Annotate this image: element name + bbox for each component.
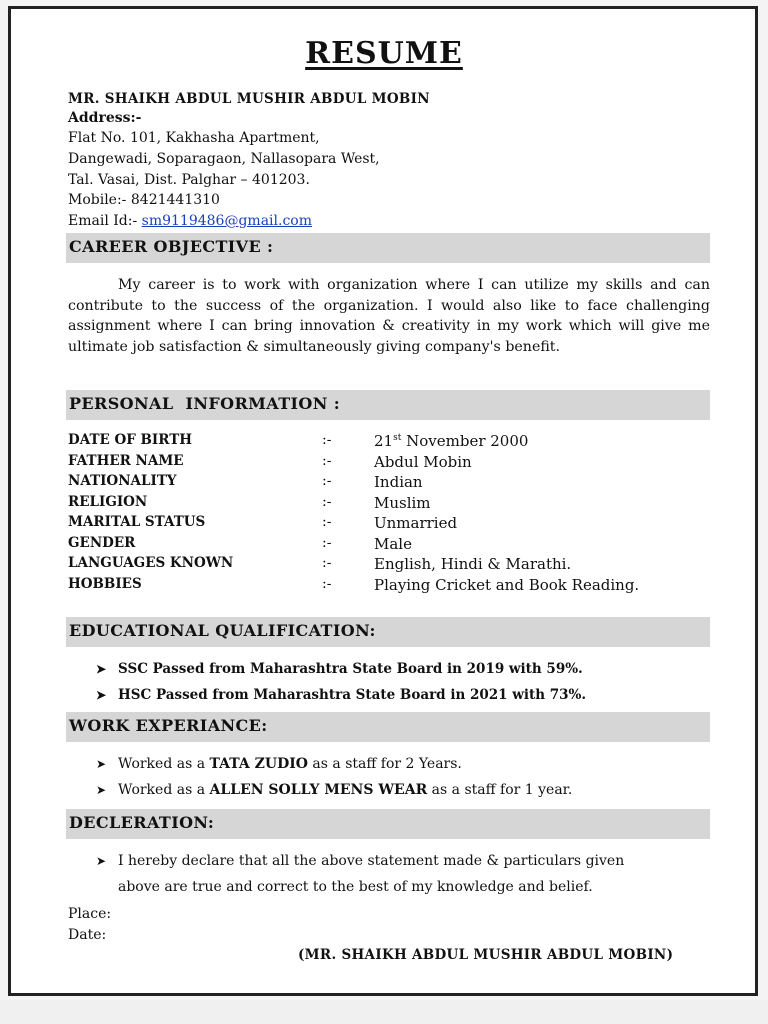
address-line-1: Flat No. 101, Kakhasha Apartment, — [68, 130, 320, 146]
personal-information-header — [66, 390, 710, 420]
info-label: FATHER NAME — [68, 453, 184, 469]
arrow-bullet-icon: ➤ — [96, 757, 107, 771]
info-separator: :- — [322, 535, 332, 551]
address-label: Address:- — [68, 110, 142, 126]
arrow-bullet-icon: ➤ — [96, 783, 107, 797]
email-label: Email Id:- — [68, 213, 138, 229]
personal-information-heading: PERSONAL INFORMATION : — [69, 394, 341, 413]
date-label: Date: — [68, 927, 107, 943]
declaration-line-1: ➤ I hereby declare that all the above statement made & particulars given — [96, 853, 625, 869]
arrow-bullet-icon: ➤ — [96, 688, 107, 702]
education-item: ➤ HSC Passed from Maharashtra State Board in 2021 with 73%. — [96, 687, 587, 703]
info-separator: :- — [322, 555, 332, 571]
career-objective-heading: CAREER OBJECTIVE : — [69, 237, 274, 256]
education-header — [66, 617, 710, 647]
candidate-name: MR. SHAIKH ABDUL MUSHIR ABDUL MOBIN — [68, 91, 430, 107]
email-link[interactable]: sm9119486@gmail.com — [141, 213, 312, 229]
career-objective-text: My career is to work with organization where I can utilize my skills and can contribute to the success of the organization. I would also like to face challenging assignment where I can bring innovation & creativity in my work which will give me ultimate job satisfaction & simultaneously giving company's benefit. — [68, 277, 710, 355]
mobile-number: 8421441310 — [130, 192, 220, 208]
place-label: Place: — [68, 906, 112, 922]
info-value: Abdul Mobin — [374, 453, 472, 471]
info-separator: :- — [322, 494, 332, 510]
mobile-line — [68, 192, 220, 208]
info-label: RELIGION — [68, 494, 148, 510]
email-line — [68, 213, 312, 229]
page-bottom-margin — [0, 1000, 768, 1024]
info-separator: :- — [322, 514, 332, 530]
work-experience-header — [66, 712, 710, 742]
info-label: NATIONALITY — [68, 473, 177, 489]
address-line-3: Tal. Vasai, Dist. Palghar – 401203. — [68, 172, 310, 188]
info-separator: :- — [322, 453, 332, 469]
info-separator: :- — [322, 432, 332, 448]
info-label: DATE OF BIRTH — [68, 432, 193, 448]
declaration-line-2: above are true and correct to the best of my knowledge and belief. — [118, 879, 593, 895]
info-value: 21st November 2000 — [374, 432, 529, 450]
work-item: ➤ Worked as a ALLEN SOLLY MENS WEAR as a staff for 1 year. — [96, 782, 573, 798]
info-value: Muslim — [374, 494, 431, 512]
info-value: Male — [374, 535, 412, 553]
info-value: Unmarried — [374, 514, 458, 532]
signature-name: (MR. SHAIKH ABDUL MUSHIR ABDUL MOBIN) — [298, 947, 674, 963]
career-objective-header — [66, 233, 710, 263]
declaration-heading: DECLERATION: — [69, 813, 215, 832]
mobile-label: Mobile:- — [68, 192, 127, 208]
info-label: GENDER — [68, 535, 136, 551]
info-label: LANGUAGES KNOWN — [68, 555, 234, 571]
work-experience-heading: WORK EXPERIANCE: — [69, 716, 268, 735]
education-heading: EDUCATIONAL QUALIFICATION: — [69, 621, 376, 640]
declaration-header — [66, 809, 710, 839]
info-label: HOBBIES — [68, 576, 142, 592]
info-value: Playing Cricket and Book Reading. — [374, 576, 640, 594]
arrow-bullet-icon: ➤ — [96, 662, 107, 676]
info-label: MARITAL STATUS — [68, 514, 206, 530]
work-item: ➤ Worked as a TATA ZUDIO as a staff for 2 Years. — [96, 756, 462, 772]
address-line-2: Dangewadi, Soparagaon, Nallasopara West, — [68, 151, 380, 167]
info-separator: :- — [322, 473, 332, 489]
arrow-bullet-icon: ➤ — [96, 854, 107, 868]
info-separator: :- — [322, 576, 332, 592]
info-value: Indian — [374, 473, 423, 491]
resume-title: RESUME — [305, 36, 463, 71]
education-item: ➤ SSC Passed from Maharashtra State Board in 2019 with 59%. — [96, 661, 583, 677]
info-value: English, Hindi & Marathi. — [374, 555, 572, 573]
